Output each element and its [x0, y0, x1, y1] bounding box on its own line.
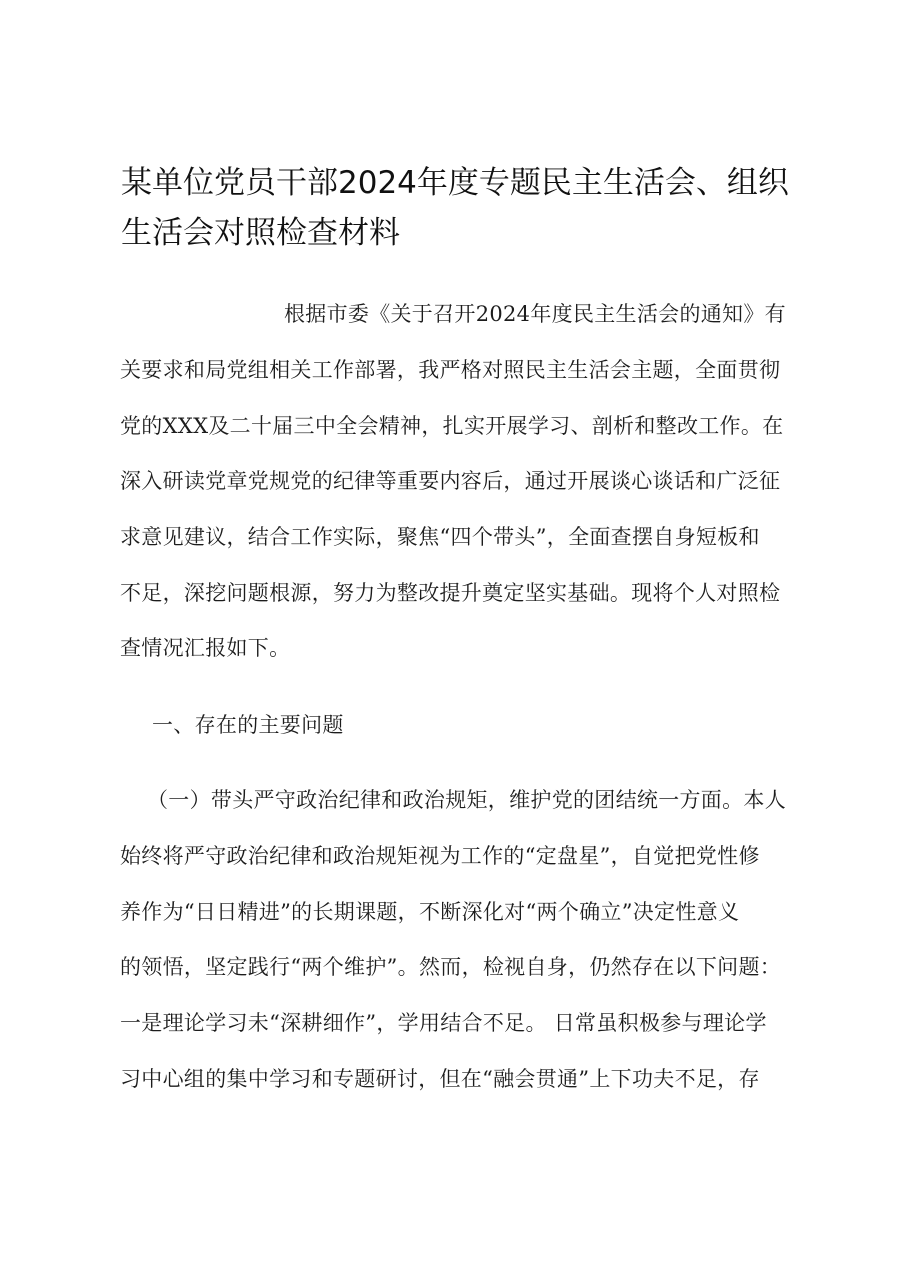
document-title: 某单位党员干部2024年度专题民主生活会、组织生活会对照检查材料 [121, 165, 789, 251]
intro-line: 党的XXX及二十届三中全会精神，扎实开展学习、剖析和整改工作。在 [120, 414, 784, 438]
body-line: 习中心组的集中学习和专题研讨，但在“融会贯通”上下功夫不足，存 [120, 1067, 760, 1091]
intro-line: 不足，深挖问题根源，努力为整改提升奠定坚实基础。现将个人对照检 [120, 581, 781, 605]
body-line: （一）带头严守政治纪律和政治规矩，维护党的团结统一方面。本人 [147, 788, 786, 812]
intro-line: 关要求和局党组相关工作部署，我严格对照民主生活会主题，全面贯彻 [120, 358, 781, 382]
body-line: 始终将严守政治纪律和政治规矩视为工作的“定盘星”，自觉把党性修 [120, 844, 760, 868]
body-line: 一是理论学习未“深耕细作”，学用结合不足。 日常虽积极参与理论学 [120, 1011, 767, 1035]
body-line: 的领悟，坚定践行“两个维护”。然而，检视自身，仍然存在以下问题： [120, 955, 782, 979]
section-heading: 一、存在的主要问题 [152, 713, 344, 737]
intro-line: 求意见建议，结合工作实际，聚焦“四个带头”，全面查摆自身短板和 [120, 525, 760, 549]
intro-line: 根据市委《关于召开2024年度民主生活会的通知》有 [284, 302, 786, 326]
intro-line: 查情况汇报如下。 [120, 636, 291, 660]
body-line: 养作为“日日精进”的长期课题，不断深化对“两个确立”决定性意义 [120, 900, 740, 924]
intro-line: 深入研读党章党规党的纪律等重要内容后，通过开展谈心谈话和广泛征 [120, 469, 781, 493]
